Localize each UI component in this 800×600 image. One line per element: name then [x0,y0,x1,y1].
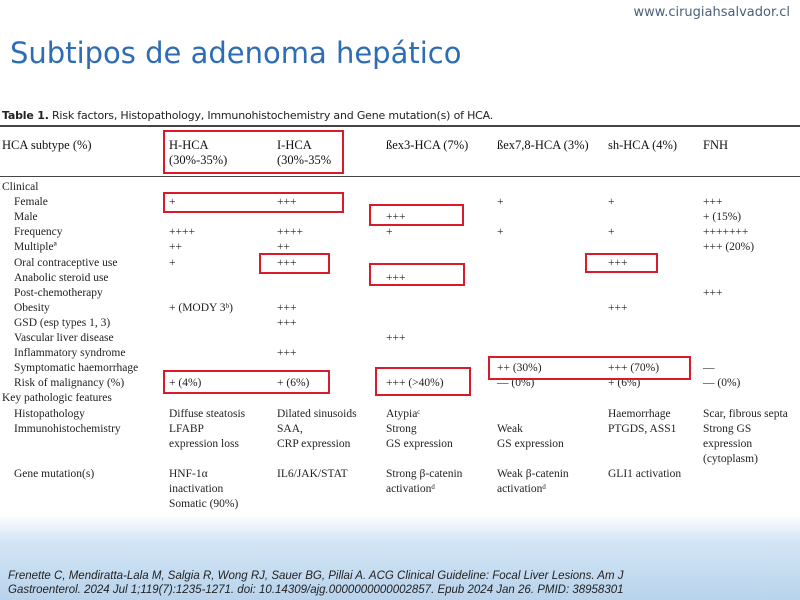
cell-gene-hhca-line2: inactivation [169,483,224,495]
cell-malignancy-shhca: + (6%) [608,377,641,389]
header-i-hca: I-HCA [277,138,312,152]
cell-immuno-ihca-line1: SAA, [277,423,303,435]
cell-gene-bex78-line1: Weak β-catenin [497,468,569,480]
cell-multiple-ihca: ++ [277,241,290,253]
cell-anabolic-bex3: +++ [386,272,406,284]
row-label-gene-mutations: Gene mutation(s) [14,468,95,480]
cell-multiple-fnh: +++ (20%) [703,241,755,253]
cell-gsd-ihca: +++ [277,317,297,329]
cell-gene-bex3-line2: activationᵈ [386,483,435,495]
highlight-box-ocu-ihca [259,253,330,274]
header-i-hca-percent: (30%-35% [277,153,332,167]
cell-malignancy-bex3: +++ (>40%) [386,377,444,389]
cell-frequency-shhca: + [608,226,615,238]
header-hca-subtype: HCA subtype (%) [2,138,92,152]
cell-female-shhca: + [608,196,615,208]
cell-immuno-bex78-line1: Weak [497,423,523,435]
highlight-box-haemorrhage [488,356,691,380]
site-url: www.cirugiahsalvador.cl [633,5,790,20]
highlight-box-ocu-shhca [585,253,658,273]
cell-histo-hhca: Diffuse steatosis [169,408,246,420]
cell-frequency-ihca: ++++ [277,226,303,238]
header-h-hca: H-HCA [169,138,209,152]
cell-immuno-fnh-line2: expression [703,438,753,450]
header-h-hca-percent: (30%-35%) [169,153,228,167]
cell-frequency-bex3: + [386,226,393,238]
cell-gene-hhca-line3: Somatic (90%) [169,498,239,510]
cell-malignancy-hhca: + (4%) [169,377,202,389]
table-header-rule [0,176,800,177]
cell-malignancy-ihca: + (6%) [277,377,310,389]
table-caption-text: Risk factors, Histopathology, Immunohistochemistry and Gene mutation(s) of HCA. [48,109,494,122]
highlight-box-malignancy-bex3 [375,367,471,396]
header-fnh: FNH [703,138,729,152]
cell-male-bex3: +++ [386,211,406,223]
cell-gene-ihca: IL6/JAK/STAT [277,468,348,480]
cell-gene-hhca-line1: HNF-1α [169,468,208,480]
cell-immuno-bex3-line1: Strong [386,423,417,435]
cell-female-bex78: + [497,196,504,208]
cell-immuno-fnh-line3: (cytoplasm) [703,453,758,465]
cell-vascular-bex3: +++ [386,332,406,344]
cell-malignancy-bex78: — (0%) [497,377,535,389]
row-label-inflammatory: Inflammatory syndrome [14,347,126,359]
row-label-malignancy: Risk of malignancy (%) [14,377,125,389]
row-label-multiple: Multipleª [14,241,57,253]
cell-immuno-bex3-line2: GS expression [386,438,453,450]
header-sh-hca: sh-HCA (4%) [608,138,678,152]
cell-haemorrhage-bex78: ++ (30%) [497,362,542,374]
row-label-female: Female [14,196,48,208]
header-bex3-hca: ßex3-HCA (7%) [386,138,469,152]
cell-haemorrhage-fnh: — [703,362,715,374]
row-label-postchemo: Post-chemotherapy [14,287,103,299]
highlight-box-anabolic [369,263,465,286]
highlight-box-female [163,192,344,213]
cell-female-fnh: +++ [703,196,723,208]
slide-title: Subtipos de adenoma hepático [10,36,462,70]
cell-frequency-fnh: +++++++ [703,226,749,238]
row-label-histopathology: Histopathology [14,408,85,420]
row-label-frequency: Frequency [14,226,63,238]
highlight-box-male [369,204,464,226]
row-label-ocu: Oral contraceptive use [14,257,118,269]
cell-histo-fnh: Scar, fibrous septa [703,408,788,420]
cell-ocu-ihca: +++ [277,257,297,269]
reference-line-1: Frenette C, Mendiratta-Lala M, Salgia R, Wong RJ, Sauer BG, Pillai A. ACG Clinical Guideline: Focal Liver Lesions. Am J [8,570,624,582]
cell-frequency-hhca: ++++ [169,226,195,238]
cell-obesity-hhca: + (MODY 3ᵇ) [169,302,233,314]
cell-gene-bex78-line2: activationᵈ [497,483,546,495]
header-bex78-hca: ßex7,8-HCA (3%) [497,138,589,152]
table-top-rule [0,125,800,127]
cell-multiple-hhca: ++ [169,241,182,253]
cell-immuno-ihca-line2: CRP expression [277,438,351,450]
row-label-anabolic: Anabolic steroid use [14,272,109,284]
cell-immuno-hhca-line2: expression loss [169,438,239,450]
cell-gene-bex3-line1: Strong β-catenin [386,468,463,480]
cell-gene-shhca: GLI1 activation [608,468,682,480]
highlight-box-subtype-header [163,130,344,174]
cell-obesity-ihca: +++ [277,302,297,314]
cell-inflammatory-ihca: +++ [277,347,297,359]
cell-immuno-fnh-line1: Strong GS [703,423,752,435]
cell-postchemo-fnh: +++ [703,287,723,299]
cell-immuno-shhca: PTGDS, ASS1 [608,423,677,435]
cell-haemorrhage-shhca: +++ (70%) [608,362,660,374]
cell-histo-bex3: Atypiaᶜ [386,408,421,420]
cell-obesity-shhca: +++ [608,302,628,314]
row-label-gsd: GSD (esp types 1, 3) [14,317,111,329]
cell-malignancy-fnh: — (0%) [703,377,741,389]
section-clinical: Clinical [2,181,39,193]
row-label-obesity: Obesity [14,302,50,314]
section-key-features: Key pathologic features [2,392,112,404]
row-label-vascular: Vascular liver disease [14,332,114,344]
cell-ocu-shhca: +++ [608,257,628,269]
cell-male-fnh: + (15%) [703,211,742,223]
cell-histo-ihca: Dilated sinusoids [277,408,357,420]
reference-line-2: Gastroenterol. 2024 Jul 1;119(7):1235-1271. doi: 10.14309/ajg.0000000000002857. Epub 2024 Jan 26. PMID: 38958301 [8,584,624,596]
cell-immuno-bex78-line2: GS expression [497,438,564,450]
cell-female-ihca: +++ [277,196,297,208]
cell-immuno-hhca-line1: LFABP [169,423,204,435]
row-label-male: Male [14,211,38,223]
row-label-immunohistochemistry: Immunohistochemistry [14,423,121,435]
cell-frequency-bex78: + [497,226,504,238]
table-caption [2,109,493,122]
table-caption-label: Table 1. [2,109,49,122]
highlight-box-malignancy-ihca [163,370,330,394]
cell-female-hhca: + [169,196,176,208]
reference-citation [8,569,768,597]
cell-ocu-hhca: + [169,257,176,269]
row-label-haemorrhage: Symptomatic haemorrhage [14,362,139,374]
cell-histo-shhca: Haemorrhage [608,408,671,420]
